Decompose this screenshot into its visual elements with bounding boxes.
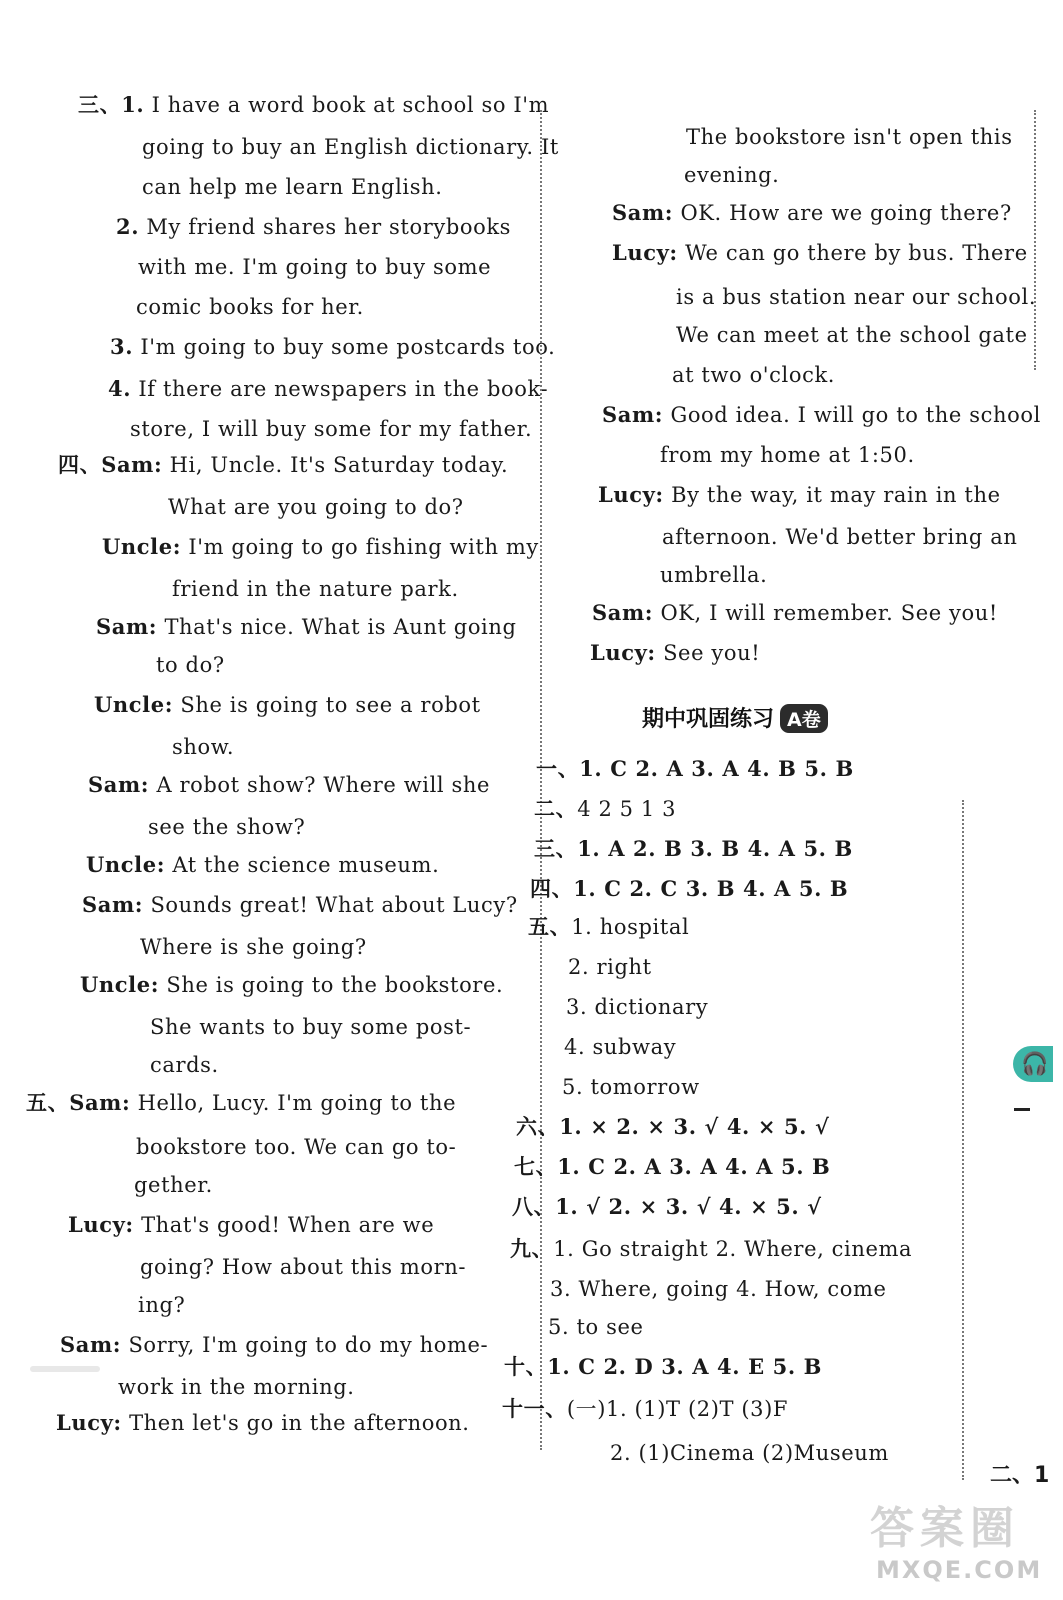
text-line: friend in the nature park. [172, 577, 459, 601]
speaker-label: Lucy: [598, 482, 664, 507]
speaker-label: Uncle: [80, 972, 160, 997]
headphones-icon: 🎧 [1013, 1046, 1053, 1082]
text-line: store, I will buy some for my father. [130, 417, 533, 441]
answer-row: 六、1. × 2. × 3. √ 4. × 5. √ [516, 1114, 830, 1139]
text-line: evening. [684, 163, 780, 187]
page-smudge [30, 1366, 100, 1372]
text-line: umbrella. [660, 563, 768, 587]
dialog-line: Sam: Sorry, I'm going to do my home- [60, 1332, 489, 1357]
answer-row: 2. right [568, 955, 652, 979]
answer-row: 八、1. √ 2. × 3. √ 4. × 5. √ [512, 1194, 822, 1219]
dialog-line: Sam: OK, I will remember. See you! [592, 600, 998, 625]
answer-row: 十、1. C 2. D 3. A 4. E 5. B [504, 1354, 822, 1379]
answer-row: 七、1. C 2. A 3. A 4. A 5. B [514, 1154, 831, 1179]
speaker-label: Sam: [101, 452, 163, 477]
speaker-label: Lucy: [68, 1212, 134, 1237]
speaker-label: Uncle: [102, 534, 182, 559]
dialog-line: Uncle: She is going to see a robot [94, 692, 481, 717]
section-3-item-3: 3. I'm going to buy some postcards too. [110, 334, 556, 359]
answer-row: 5. tomorrow [562, 1075, 700, 1099]
section-3-item-4: 4. If there are newspapers in the book- [108, 376, 549, 401]
speaker-label: Sam: [602, 402, 664, 427]
dialog-line: Uncle: At the science museum. [86, 852, 440, 877]
answer-row: 3. Where, going 4. How, come [550, 1277, 887, 1301]
text-line: What are you going to do? [168, 495, 464, 519]
text-line: show. [172, 735, 235, 759]
speaker-label: Sam: [60, 1332, 122, 1357]
speaker-label: Sam: [592, 600, 654, 625]
answer-row: 4. subway [564, 1035, 677, 1059]
answer-row: 十一、(一)1. (1)T (2)T (3)F [502, 1397, 789, 1421]
section-5-line: 五、Sam: Hello, Lucy. I'm going to the [26, 1090, 457, 1115]
answer-row: 二、4 2 5 1 3 [534, 797, 677, 821]
dialog-line: Lucy: That's good! When are we [68, 1212, 435, 1237]
speaker-label: Lucy: [590, 640, 656, 665]
speaker-label: Sam: [96, 614, 158, 639]
edge-dash [1014, 1108, 1030, 1111]
text-line: from my home at 1:50. [660, 443, 915, 467]
dialog-line: Sam: OK. How are we going there? [612, 200, 1012, 225]
answer-row: 四、1. C 2. C 3. B 4. A 5. B [530, 876, 849, 901]
text-line: gether. [134, 1173, 213, 1197]
text-line: with me. I'm going to buy some [138, 255, 492, 279]
answer-row: 五、1. hospital [528, 915, 690, 939]
section-3-item-2: 2. My friend shares her storybooks [116, 214, 512, 239]
answer-row: 3. dictionary [566, 995, 709, 1019]
speaker-label: Lucy: [612, 240, 678, 265]
text-line: Where is she going? [140, 935, 367, 959]
text-line: She wants to buy some post- [150, 1015, 472, 1039]
text-line: comic books for her. [136, 295, 364, 319]
watermark-url: MXQE.COM [876, 1556, 1043, 1584]
edge-section-label: 二、1 [990, 1463, 1050, 1488]
speaker-label: Sam: [88, 772, 150, 797]
dialog-line: Sam: A robot show? Where will she [88, 772, 491, 797]
speaker-label: Uncle: [86, 852, 166, 877]
text-line: ing? [138, 1293, 186, 1317]
section-title: 期中巩固练习 [642, 707, 775, 732]
speaker-label: Uncle: [94, 692, 174, 717]
text-line: can help me learn English. [142, 175, 443, 199]
text-line: going to buy an English dictionary. It [142, 135, 559, 159]
dialog-line: Lucy: See you! [590, 640, 761, 665]
text-line: cards. [150, 1053, 219, 1077]
answer-row: 2. (1)Cinema (2)Museum [610, 1441, 889, 1465]
answer-row: 一、1. C 2. A 3. A 4. B 5. B [536, 756, 854, 781]
section-4-marker: 四、 [58, 453, 102, 477]
section-3-item-1: 三、1. I have a word book at school so I'm [78, 92, 550, 117]
dialog-line: Uncle: She is going to the bookstore. [80, 972, 504, 997]
dialog-line: Sam: Sounds great! What about Lucy? [82, 892, 518, 917]
dialog-line: Sam: That's nice. What is Aunt going [96, 614, 517, 639]
dialog-line: Lucy: We can go there by bus. There [612, 240, 1028, 265]
text-line: to do? [156, 653, 225, 677]
text-line: at two o'clock. [672, 363, 836, 387]
dialog-line: Lucy: By the way, it may rain in the [598, 482, 1001, 507]
speaker-label: Sam: [612, 200, 674, 225]
text-line: afternoon. We'd better bring an [662, 525, 1018, 549]
answer-row: 三、1. A 2. B 3. B 4. A 5. B [534, 836, 853, 861]
answer-row: 5. to see [548, 1315, 644, 1339]
section-4-line: 四、Sam: Hi, Uncle. It's Saturday today. [58, 452, 509, 477]
text-line: The bookstore isn't open this [686, 125, 1013, 149]
text-line: is a bus station near our school. [676, 285, 1037, 309]
column-divider [962, 800, 964, 1480]
section-heading [642, 702, 828, 733]
watermark-logo-text: 答案圈 [870, 1503, 1020, 1554]
answer-row: 九、1. Go straight 2. Where, cinema [510, 1237, 913, 1261]
speaker-label: Lucy: [56, 1410, 122, 1435]
section-3-marker: 三、 [78, 93, 122, 117]
dialog-line: Uncle: I'm going to go fishing with my [102, 534, 539, 559]
section-5-marker: 五、 [26, 1091, 70, 1115]
section-badge: A卷 [780, 704, 828, 733]
text-line: see the show? [148, 815, 306, 839]
text-line: work in the morning. [118, 1375, 355, 1399]
dialog-line: Sam: Good idea. I will go to the school [602, 402, 1041, 427]
speaker-label: Sam: [82, 892, 144, 917]
watermark [870, 1492, 1042, 1584]
text-line: We can meet at the school gate [676, 323, 1028, 347]
dialog-line: Lucy: Then let's go in the afternoon. [56, 1410, 470, 1435]
column-divider [1034, 110, 1036, 370]
text-line: bookstore too. We can go to- [136, 1135, 457, 1159]
speaker-label: Sam: [69, 1090, 131, 1115]
text-line: going? How about this morn- [140, 1255, 467, 1279]
